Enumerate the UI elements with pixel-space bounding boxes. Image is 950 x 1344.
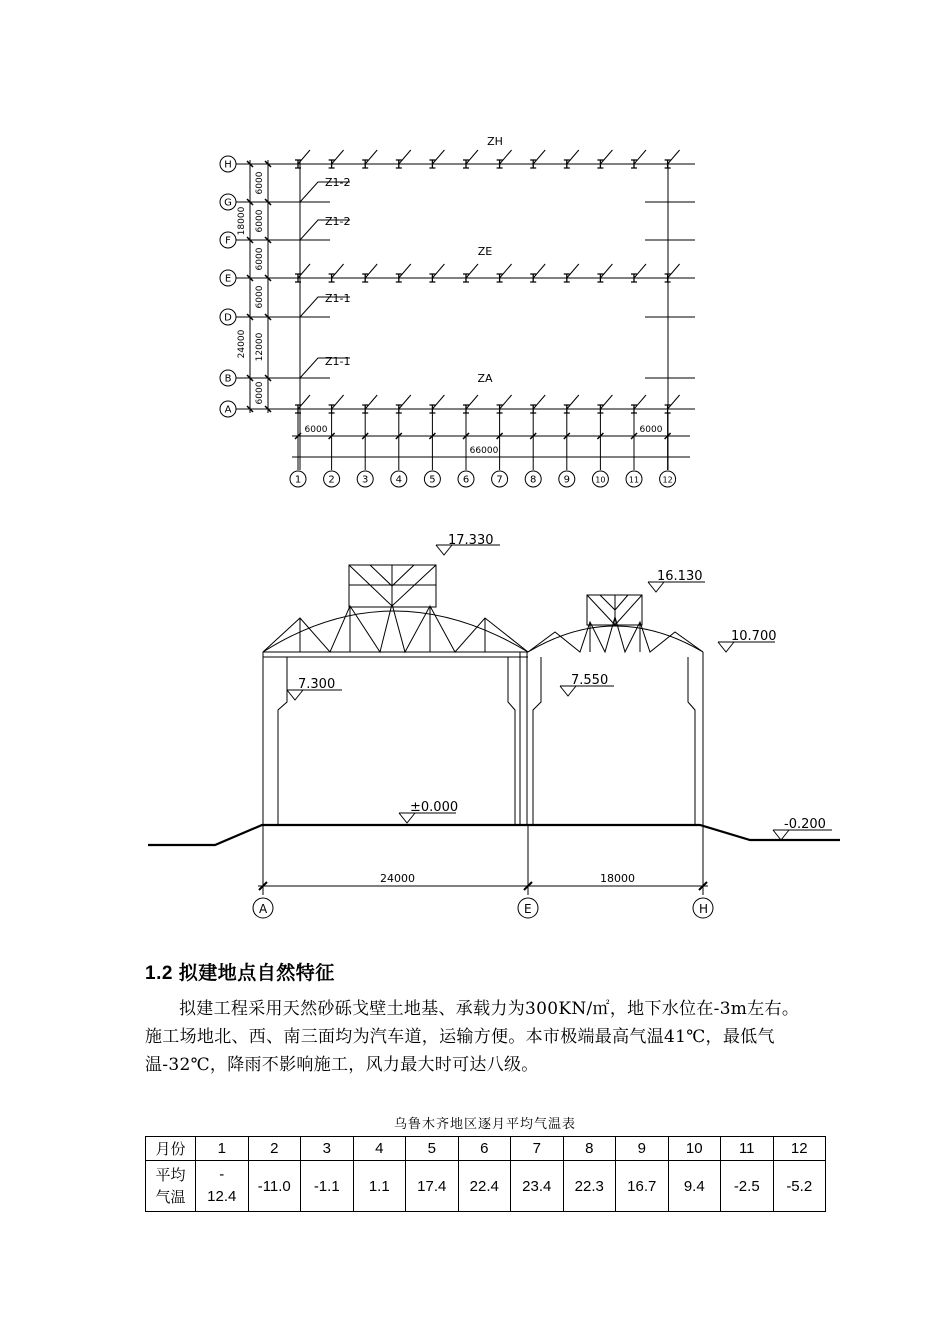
month-cell: 4 bbox=[353, 1137, 406, 1161]
temperature-row bbox=[146, 1161, 826, 1212]
grid-letter: E bbox=[224, 273, 232, 285]
elev-0000: ±0.000 bbox=[410, 800, 459, 815]
grid-number: 10 bbox=[595, 475, 606, 485]
site-description: 拟建工程采用天然砂砾戈壁土地基、承载力为300KN/㎡，地下水位在-3m左右。施工场地北、西、南三面均为汽车道，运输方便。本市极端最高气温41℃，最低气温-32℃，降雨不影响施工，风力最大时可达八级。 bbox=[145, 999, 800, 1075]
temp-cell: -1.1 bbox=[301, 1161, 354, 1212]
column-tag-ze: ZE bbox=[477, 245, 493, 258]
bottom-dim: 6000 bbox=[639, 425, 663, 435]
temp-cell: 22.3 bbox=[563, 1161, 616, 1212]
grid-number: 5 bbox=[429, 474, 436, 486]
grid-number: 9 bbox=[563, 474, 570, 486]
table-caption: 乌鲁木齐地区逐月平均气温表 bbox=[393, 1117, 576, 1132]
temp-cell: 9.4 bbox=[668, 1161, 721, 1212]
axis-h: H bbox=[699, 902, 709, 916]
month-cell: 7 bbox=[511, 1137, 564, 1161]
month-cell: 5 bbox=[406, 1137, 459, 1161]
temp-cell: -11.0 bbox=[248, 1161, 301, 1212]
axis-a: A bbox=[259, 902, 268, 916]
row-label-line2: 气温 bbox=[155, 1188, 186, 1206]
total-label: 24000 bbox=[237, 329, 247, 359]
grid-number: 8 bbox=[530, 474, 537, 486]
grid-letter: F bbox=[225, 235, 231, 247]
month-cell: 10 bbox=[668, 1137, 721, 1161]
temp-jan-line1: - bbox=[219, 1166, 225, 1183]
grid-letter: G bbox=[224, 197, 232, 209]
dim-24000: 24000 bbox=[380, 872, 415, 885]
month-cell: 12 bbox=[773, 1137, 826, 1161]
grid-letter: B bbox=[224, 373, 232, 385]
grid-letter: H bbox=[224, 159, 232, 171]
temp-cell: 17.4 bbox=[406, 1161, 459, 1212]
temp-cell: 22.4 bbox=[458, 1161, 511, 1212]
grid-number: 1 bbox=[294, 474, 302, 486]
grid-number: 4 bbox=[395, 474, 402, 486]
spacing-label: 6000 bbox=[255, 381, 265, 405]
spacing-label: 6000 bbox=[255, 209, 265, 233]
column-tag-za: ZA bbox=[477, 372, 493, 385]
month-cell: 11 bbox=[721, 1137, 774, 1161]
ground-line bbox=[148, 825, 840, 845]
elev-16130: 16.130 bbox=[657, 569, 703, 584]
grid-number: 7 bbox=[496, 474, 503, 486]
month-cell: 2 bbox=[248, 1137, 301, 1161]
elev-10700: 10.700 bbox=[731, 629, 777, 644]
elev-7550: 7.550 bbox=[571, 673, 609, 688]
column-tag-z11b: Z1-1 bbox=[325, 355, 351, 368]
column-tag-z11a: Z1-1 bbox=[325, 292, 351, 305]
temperature-table bbox=[145, 1136, 826, 1212]
temp-jan-line2: 12.4 bbox=[207, 1188, 237, 1205]
elev-17330: 17.330 bbox=[448, 533, 494, 548]
grid-number: 6 bbox=[462, 474, 470, 486]
elev-minus-0200: -0.200 bbox=[784, 817, 826, 832]
bottom-dim: 6000 bbox=[304, 425, 328, 435]
bottom-dim: 66000 bbox=[469, 446, 499, 456]
grid-letter: A bbox=[224, 404, 232, 416]
temp-cell: 1.1 bbox=[353, 1161, 406, 1212]
month-cell: 3 bbox=[301, 1137, 354, 1161]
spacing-label: 6000 bbox=[255, 285, 265, 309]
column-tag-z12a: Z1-2 bbox=[325, 176, 351, 189]
month-cell: 8 bbox=[563, 1137, 616, 1161]
month-cell: 9 bbox=[616, 1137, 669, 1161]
temp-cell: 23.4 bbox=[511, 1161, 564, 1212]
section-heading: 1.2 拟建地点自然特征 bbox=[145, 963, 335, 984]
grid-number: 12 bbox=[662, 475, 673, 485]
month-cell: 6 bbox=[458, 1137, 511, 1161]
header-label: 月份 bbox=[146, 1137, 196, 1161]
row-label bbox=[146, 1161, 196, 1212]
grid-number: 3 bbox=[362, 474, 369, 486]
temp-cell: -5.2 bbox=[773, 1161, 826, 1212]
column-tag-z12b: Z1-2 bbox=[325, 215, 351, 228]
grid-letter: D bbox=[224, 312, 232, 324]
axis-e: E bbox=[524, 902, 532, 916]
temp-cell-jan bbox=[196, 1161, 249, 1212]
elev-7300: 7.300 bbox=[298, 677, 336, 692]
column-tag-zh: ZH bbox=[487, 135, 503, 148]
temp-cell: 16.7 bbox=[616, 1161, 669, 1212]
dim-18000: 18000 bbox=[600, 872, 635, 885]
months-row bbox=[146, 1137, 826, 1161]
month-cell: 1 bbox=[196, 1137, 249, 1161]
grid-number: 2 bbox=[328, 474, 335, 486]
grid-number: 11 bbox=[628, 475, 640, 485]
total-label: 18000 bbox=[237, 206, 247, 236]
temp-cell: -2.5 bbox=[721, 1161, 774, 1212]
spacing-label: 12000 bbox=[255, 332, 265, 362]
spacing-label: 6000 bbox=[255, 247, 265, 271]
row-label-line1: 平均 bbox=[155, 1166, 186, 1184]
spacing-label: 6000 bbox=[255, 171, 265, 195]
